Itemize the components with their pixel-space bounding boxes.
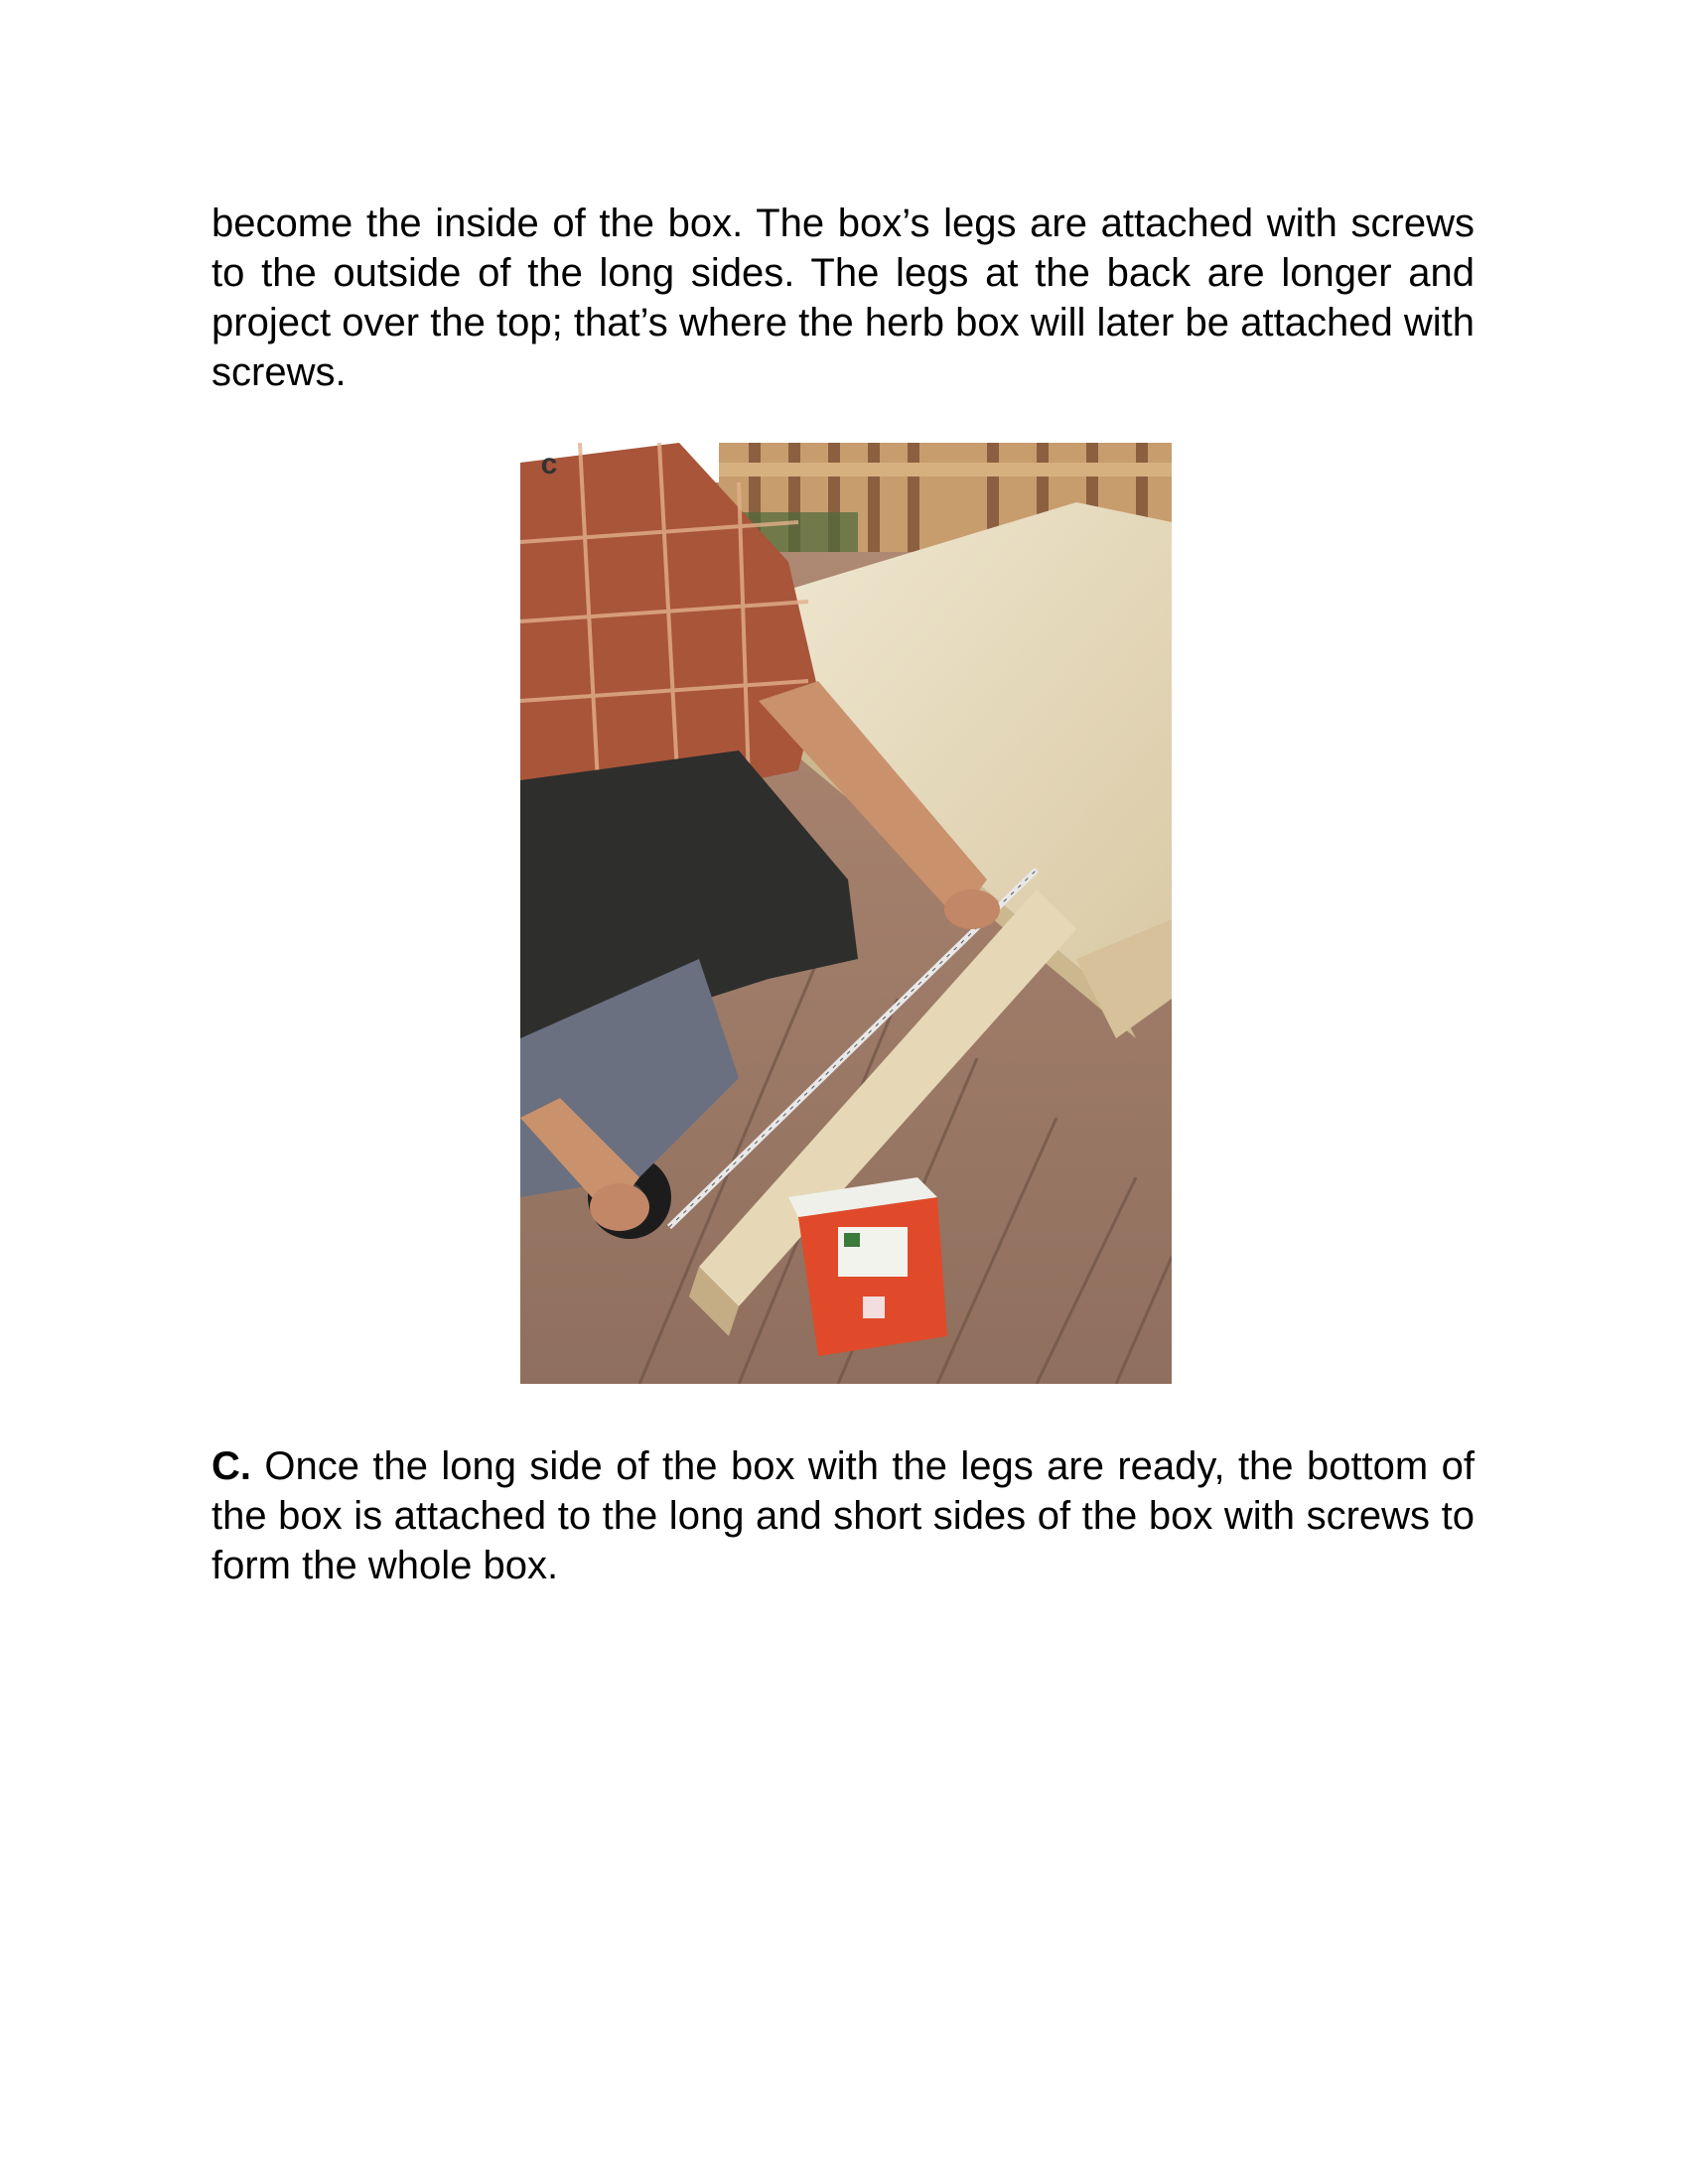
body-paragraph-intro: become the inside of the box. The box’s legs are attached with screws to the outside of the long sides. The legs at the back are longer and project over the top; that’s where the herb box will later be attached with screws.	[211, 202, 1475, 394]
step-c-photo	[520, 443, 1172, 1384]
figure-label: c	[540, 448, 558, 480]
body-paragraph-step-c	[211, 1441, 1475, 1590]
step-c-text: Once the long side of the box with the legs are ready, the bottom of the box is attached to the long and short sides of the box with screws to form the whole box.	[211, 1444, 1475, 1587]
step-letter: C.	[211, 1444, 251, 1488]
